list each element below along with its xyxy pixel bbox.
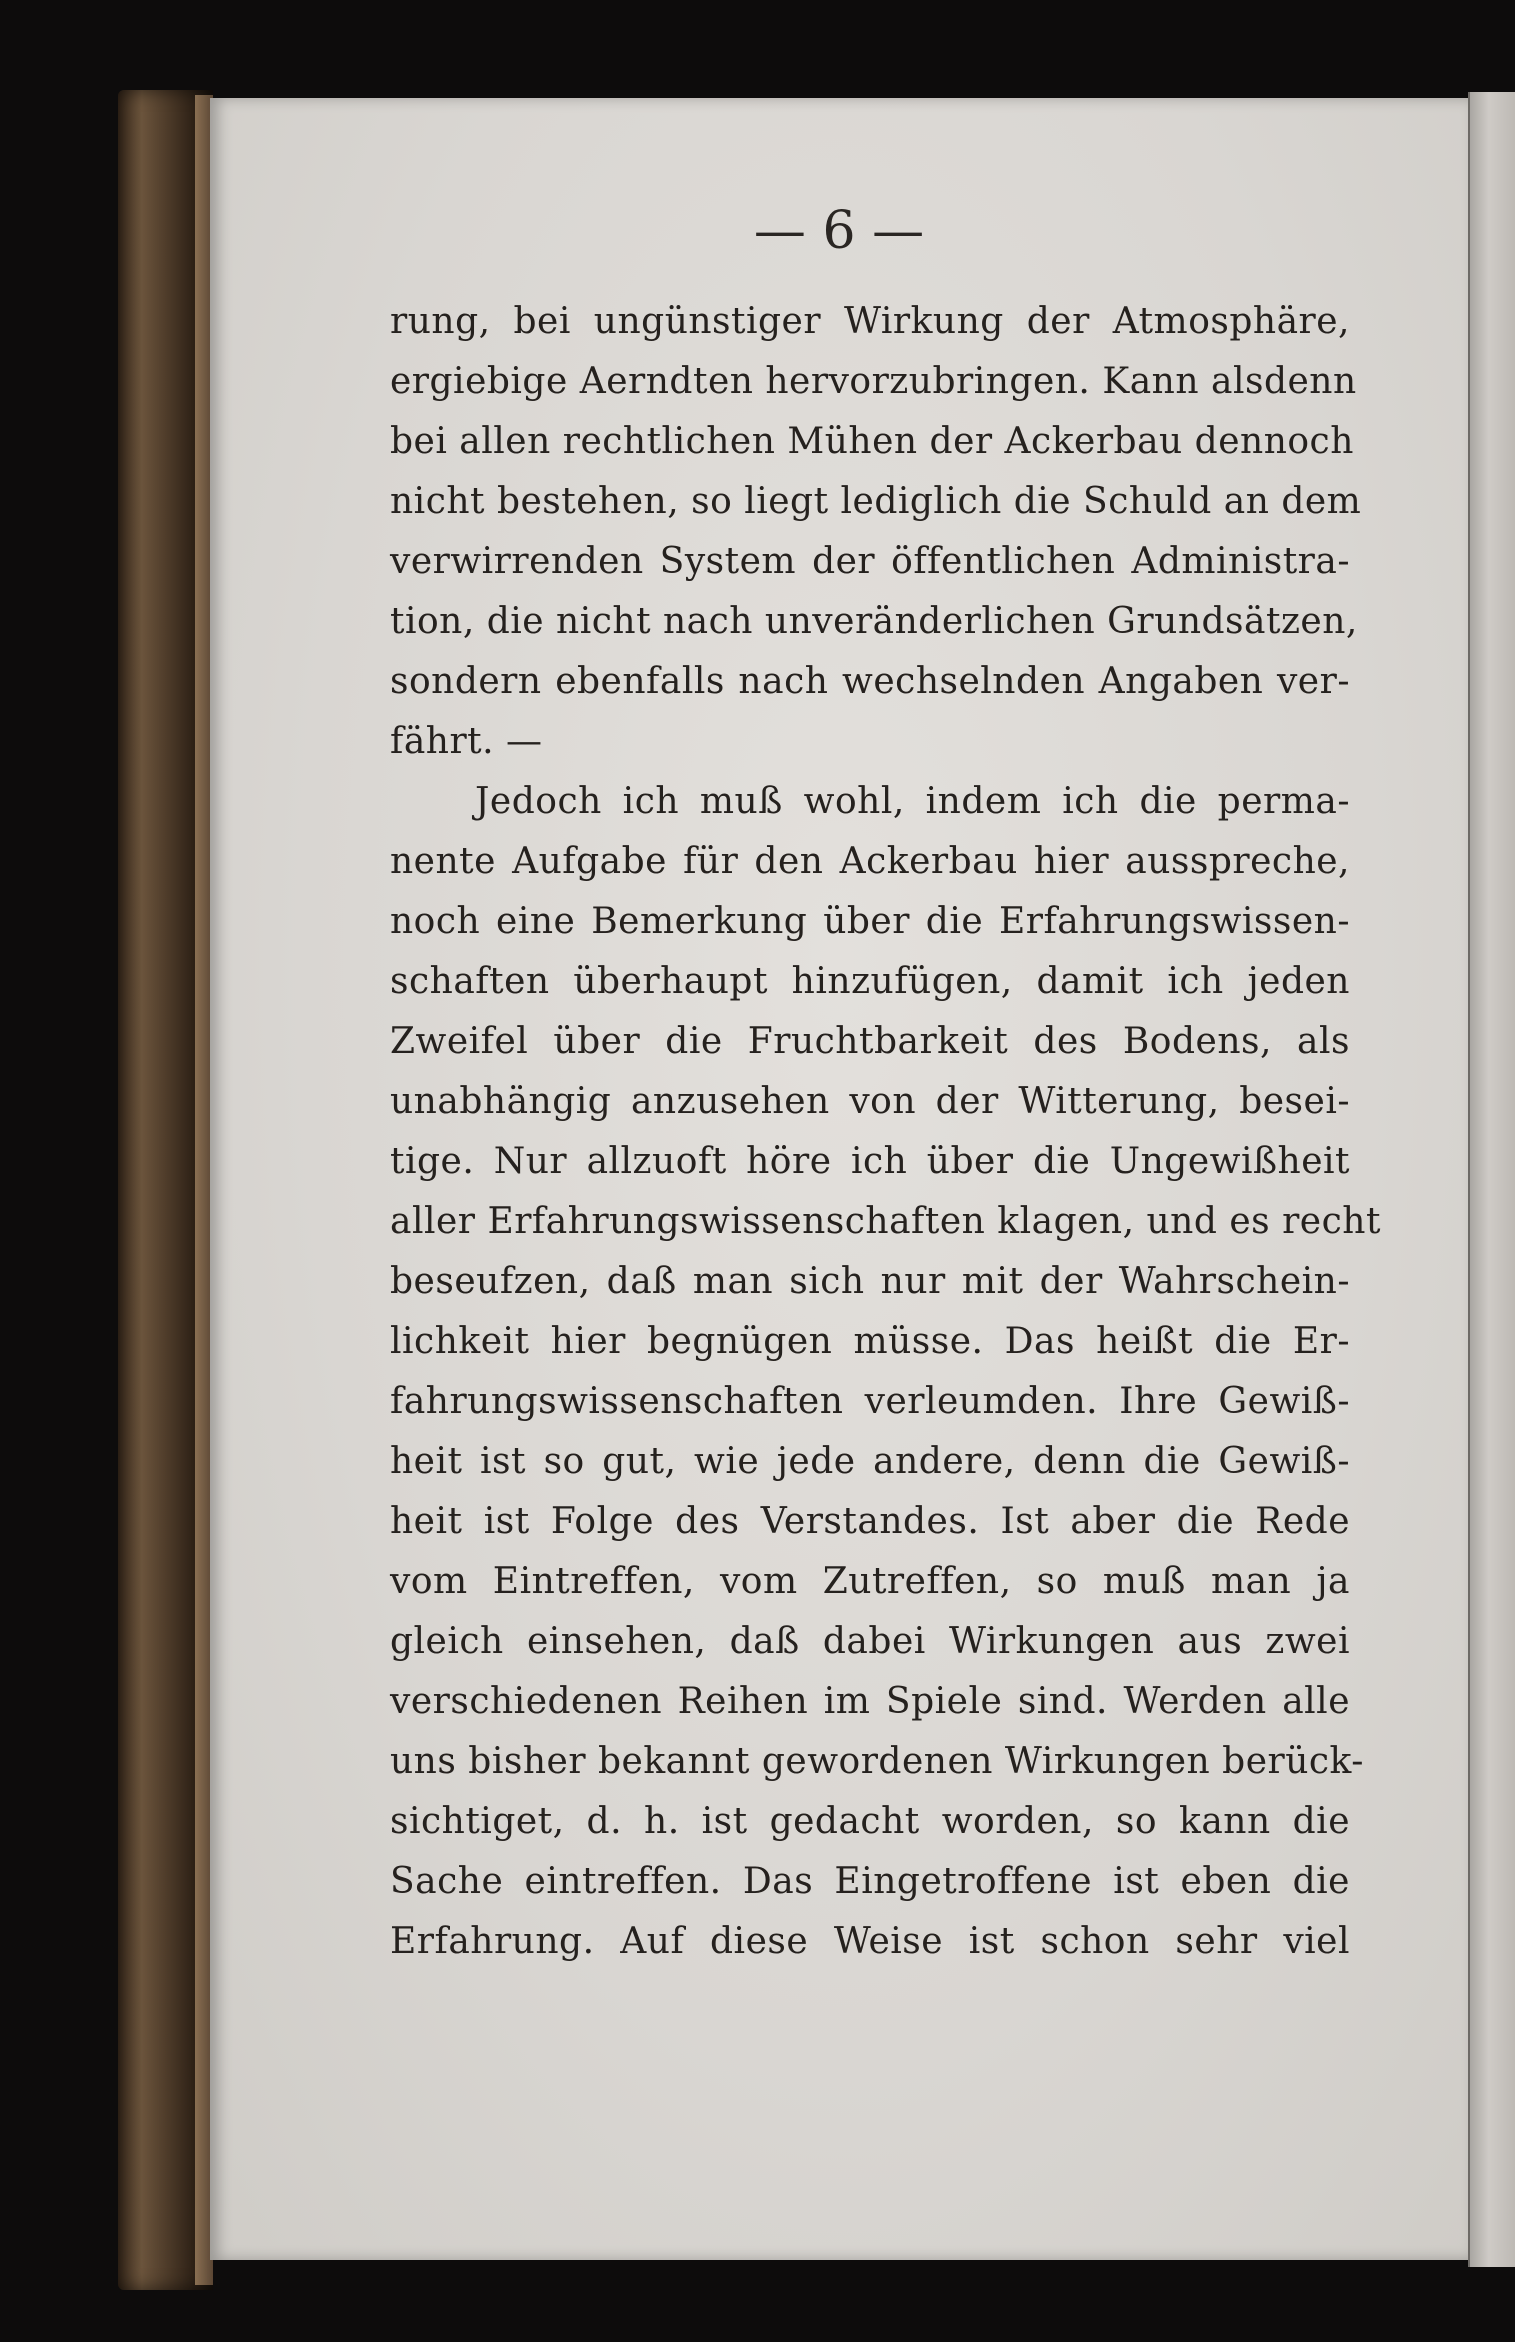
text-line: vom Eintreffen, vom Zutreffen, so muß man ja (390, 1561, 1350, 1602)
text-line: sondern ebenfalls nach wechselnden Angaben ver- (390, 661, 1350, 702)
text-line: lichkeit hier begnügen müsse. Das heißt die Er- (390, 1321, 1350, 1362)
text-line: gleich einsehen, daß dabei Wirkungen aus zwei (390, 1621, 1350, 1662)
text-line: nicht bestehen, so liegt lediglich die Schuld an dem (390, 481, 1362, 522)
text-line: beseufzen, daß man sich nur mit der Wahrschein- (390, 1261, 1350, 1302)
text-line: tige. Nur allzuoft höre ich über die Ungewißheit (390, 1141, 1350, 1182)
text-line: heit ist so gut, wie jede andere, denn die Gewiß- (390, 1441, 1350, 1482)
text-line: uns bisher bekannt gewordenen Wirkungen berück- (390, 1741, 1364, 1782)
text-line: nente Aufgabe für den Ackerbau hier ausspreche, (390, 841, 1350, 882)
text-line: ergiebige Aerndten hervorzubringen. Kann alsdenn (390, 361, 1357, 402)
text-line: Jedoch ich muß wohl, indem ich die perma- (475, 781, 1350, 822)
text-line: rung, bei ungünstiger Wirkung der Atmosphäre, (390, 301, 1350, 342)
text-line: fahrungswissenschaften verleumden. Ihre Gewiß- (390, 1381, 1350, 1422)
text-line: verwirrenden System der öffentlichen Administra- (390, 541, 1350, 582)
text-line: noch eine Bemerkung über die Erfahrungswissen- (390, 901, 1350, 942)
text-line: heit ist Folge des Verstandes. Ist aber die Rede (390, 1501, 1350, 1542)
next-page-edge (1468, 92, 1515, 2267)
text-line: tion, die nicht nach unveränderlichen Grundsätzen, (390, 601, 1358, 642)
text-line: unabhängig anzusehen von der Witterung, besei- (390, 1081, 1350, 1122)
page-number-header: — 6 — (753, 201, 925, 261)
body-text (390, 292, 1381, 1972)
text-line: fährt. — (390, 721, 543, 762)
text-line: Erfahrung. Auf diese Weise ist schon sehr viel (390, 1921, 1350, 1962)
text-line: sichtiget, d. h. ist gedacht worden, so kann die (390, 1801, 1350, 1842)
text-line: aller Erfahrungswissenschaften klagen, und es recht (390, 1201, 1381, 1242)
text-line: Zweifel über die Fruchtbarkeit des Bodens, als (390, 1021, 1350, 1062)
text-line: bei allen rechtlichen Mühen der Ackerbau dennoch (390, 421, 1354, 462)
text-line: Sache eintreffen. Das Eingetroffene ist eben die (390, 1861, 1350, 1902)
text-line: verschiedenen Reihen im Spiele sind. Werden alle (390, 1681, 1350, 1722)
text-line: schaften überhaupt hinzufügen, damit ich jeden (390, 961, 1350, 1002)
